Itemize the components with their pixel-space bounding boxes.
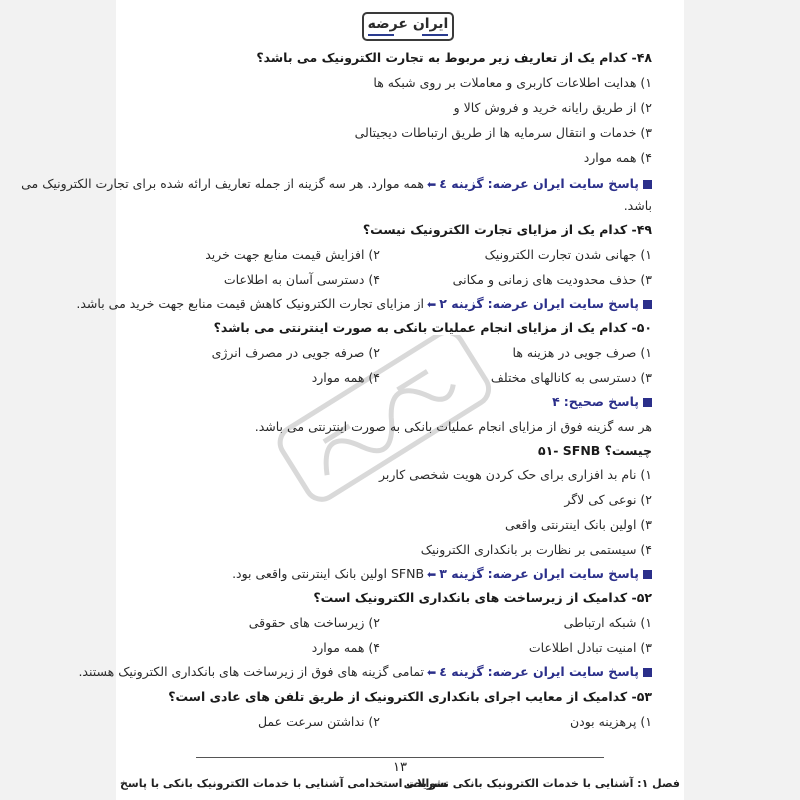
option-text: ۲) صرفه جویی در مصرف انرژی [211, 345, 380, 360]
option-text: ۲) نوعی کی لاگر [564, 492, 652, 507]
answer-line [78, 664, 652, 681]
answer-square-icon [643, 570, 652, 579]
option-text: ۱) نام بد افزاری برای حک کردن هویت شخصی کاربر [379, 467, 652, 482]
option-text: ۳) اولین بانک اینترنتی واقعی [504, 517, 652, 532]
question-text: ۵۲- کدامیک از زیرساخت های بانکداری الکترونیک است؟ [313, 590, 652, 605]
answer-explanation: تمامی گزینه های فوق از زیرساخت های بانکداری الکترونیک هستند. [78, 664, 425, 679]
answer-choice: گزینه ٤ [439, 664, 484, 679]
footer-divider [196, 757, 604, 758]
logo-text: ایران عرضه [367, 16, 449, 32]
option-text: ۳) امنیت تبادل اطلاعات [528, 640, 652, 655]
answer-label: پاسخ سایت ایران عرضه: [487, 176, 639, 191]
option-text: ۲) از طریق رایانه خرید و فروش کالا و [453, 100, 652, 115]
answer-label: پاسخ سایت ایران عرضه: [487, 566, 639, 581]
arrow-left-icon: ⬅ [427, 568, 437, 581]
footer-book-title: سوالات استخدامی آشنایی با خدمات الکترونیک بانکی با پاسخ [120, 777, 447, 790]
answer-line [552, 394, 652, 410]
answer-explanation: از مزایای تجارت الکترونیک کاهش قیمت منابع جهت خرید می باشد. [76, 296, 425, 311]
answer-choice: گزینه ۳ [439, 566, 484, 581]
page-number: ۱۳ [393, 760, 407, 775]
answer-square-icon [643, 398, 652, 407]
logo-stripe-left [368, 34, 394, 36]
answer-explanation: SFNB اولین بانک اینترنتی واقعی بود. [232, 566, 425, 581]
option-text: ۱) پرهزینه بودن [569, 714, 652, 729]
answer-line [76, 296, 652, 313]
question-text: ۴۸- کدام یک از تعاریف زیر مربوط به تجارت الکترونیک می باشد؟ [256, 50, 652, 65]
logo-stripe-right [422, 34, 448, 36]
answer-choice: گزینه ۲ [439, 296, 484, 311]
option-text: ۱) جهانی شدن تجارت الکترونیک [484, 247, 652, 262]
option-text: ۴) همه موارد [311, 640, 380, 655]
option-text: باشد. [623, 198, 652, 213]
option-text: هر سه گزینه فوق از مزایای انجام عملیات بانکی به صورت اینترنتی می باشد. [254, 419, 652, 434]
option-text: ۴) همه موارد [583, 150, 652, 165]
answer-line [232, 566, 652, 583]
answer-square-icon [643, 180, 652, 189]
answer-line [21, 176, 652, 193]
option-text: ۲) نداشتن سرعت عمل [257, 714, 380, 729]
question-text: ۵۱- SFNB چیست؟ [537, 443, 652, 458]
option-text: ۱) شبکه ارتباطی [563, 615, 652, 630]
option-text: ۴) همه موارد [311, 370, 380, 385]
question-text: ۵۳- کدامیک از معایب اجرای بانکداری الکترونیک از طریق تلفن های عادی است؟ [168, 689, 652, 704]
answer-choice: گزینه ٤ [439, 176, 484, 191]
page-margin-right [684, 0, 800, 800]
arrow-left-icon: ⬅ [427, 178, 437, 191]
answer-label: پاسخ صحیح: [563, 394, 639, 409]
answer-label: پاسخ سایت ایران عرضه: [487, 664, 639, 679]
answer-square-icon [643, 300, 652, 309]
option-text: ۱) صرف جویی در هزینه ها [512, 345, 652, 360]
arrow-left-icon: ⬅ [427, 666, 437, 679]
footer-chapter-title: فصل ۱: آشنایی با خدمات الکترونیک بانکی تشریحی [403, 777, 680, 790]
question-text: ۵۰- کدام یک از مزایای انجام عملیات بانکی به صورت اینترنتی می باشد؟ [213, 320, 652, 335]
option-text: ۳) دسترسی به کانالهای مختلف [490, 370, 652, 385]
answer-explanation: همه موارد. هر سه گزینه از جمله تعاریف ارائه شده برای تجارت الکترونیک می [21, 176, 425, 191]
arrow-left-icon: ⬅ [427, 298, 437, 311]
option-text: ۱) هدایت اطلاعات کاربری و معاملات بر روی شبکه ها [373, 75, 652, 90]
question-text: ۴۹- کدام یک از مزایای تجارت الکترونیک نیست؟ [362, 222, 652, 237]
option-text: ۳) خدمات و انتقال سرمایه ها از طریق ارتباطات دیجیتالی [354, 125, 652, 140]
option-text: ۴) سیستمی بر نظارت بر بانکداری الکترونیک [420, 542, 652, 557]
answer-square-icon [643, 668, 652, 677]
option-text: ۲) افزایش قیمت منابع جهت خرید [205, 247, 380, 262]
option-text: ۲) زیرساخت های حقوقی [248, 615, 380, 630]
site-logo [362, 12, 454, 41]
answer-choice: ۴ [552, 394, 560, 409]
answer-label: پاسخ سایت ایران عرضه: [487, 296, 639, 311]
option-text: ۴) دسترسی آسان به اطلاعات [223, 272, 380, 287]
option-text: ۳) حذف محدودیت های زمانی و مکانی [452, 272, 652, 287]
